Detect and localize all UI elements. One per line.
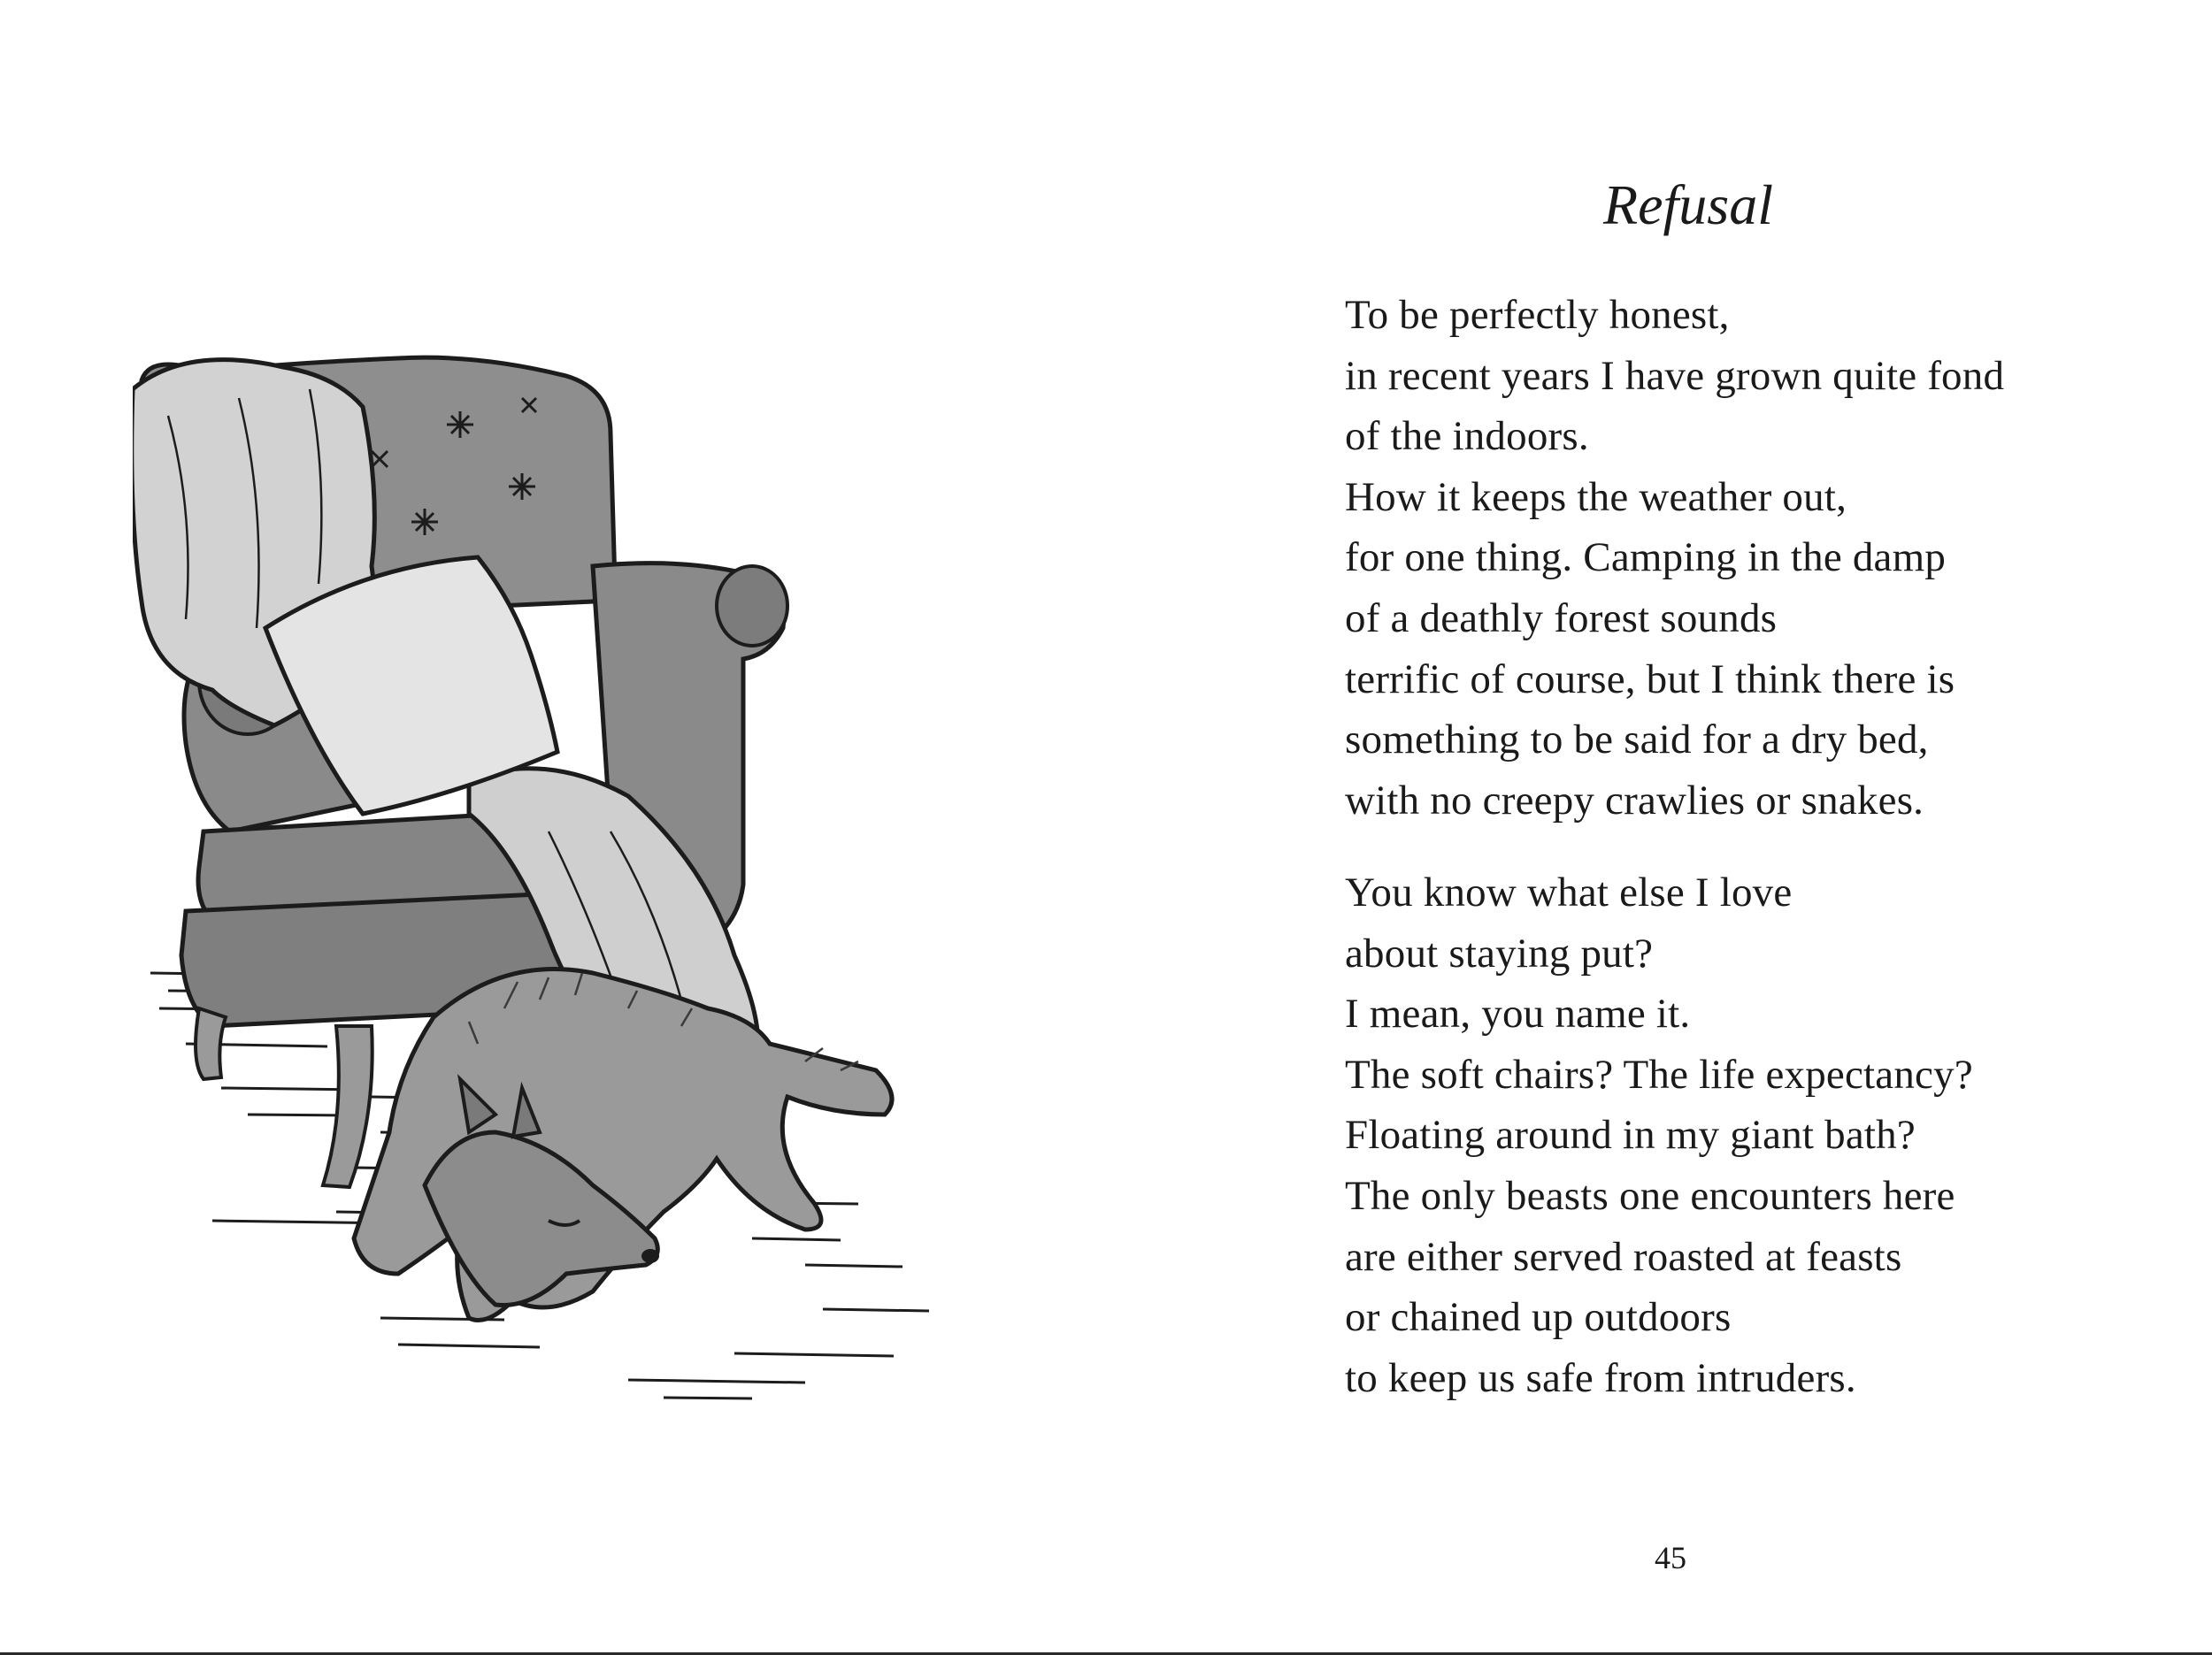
poem-line: or chained up outdoors [1345,1294,1732,1341]
poem-line: about staying put? [1345,930,1654,977]
stanza-2 [1345,862,2141,1408]
stanza-1 [1345,285,2141,831]
poem-line: To be perfectly honest, [1345,292,1730,338]
right-page [1106,0,2212,1652]
poem-line: are either served roasted at feasts [1345,1233,1902,1280]
poem-line: How it keeps the weather out, [1345,473,1847,520]
poem-line: to keep us safe from intruders. [1345,1354,1856,1401]
page-number: 45 [1655,1540,1686,1575]
poem-line: Floating around in my giant bath? [1345,1112,1916,1159]
poem-line: I mean, you name it. [1345,991,1691,1038]
poem-line: with no creepy crawlies or snakes. [1345,777,1924,824]
poem-line: terrific of course, but I think there is [1345,655,1955,702]
poem-line: You know what else I love [1345,870,1793,916]
left-page [0,0,1106,1652]
poem-line: in recent years I have grown quite fond [1345,352,2005,399]
poem-line: of the indoors. [1345,413,1589,460]
poem-line: The soft chairs? The life expectancy? [1345,1051,1973,1098]
sleeping-wolf [354,969,892,1321]
poem-line: for one thing. Camping in the damp [1345,534,1947,581]
poem-line: of a deathly forest sounds [1345,594,1778,641]
poem-line: something to be said for a dry bed, [1345,716,1929,763]
armchair-wolf-illustration [133,336,1000,1442]
poem-line: The only beasts one encounters here [1345,1172,1955,1219]
poem-title: Refusal [1603,173,1773,236]
